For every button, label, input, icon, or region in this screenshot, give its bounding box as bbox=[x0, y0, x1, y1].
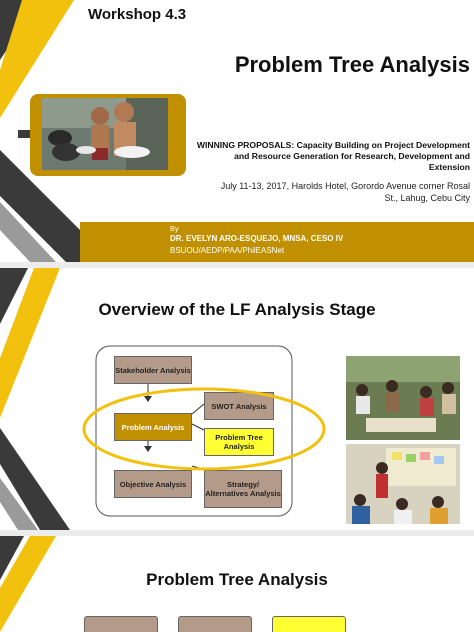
workshop-photo-bottom bbox=[346, 444, 460, 524]
problem-tree-analysis-label: Problem Tree Analysis bbox=[215, 433, 263, 451]
subtitle: WINNING PROPOSALS: Capacity Building on Project Development and Resource Generation for Research, Development and Extension bbox=[196, 140, 470, 172]
stakeholder-analysis-label: Stakeholder Analysis bbox=[115, 365, 191, 375]
strategy-analysis-label: Strategy/ Alternatives Analysis bbox=[205, 480, 281, 498]
children-photo bbox=[42, 98, 168, 170]
slide-problem-tree[interactable] bbox=[0, 536, 474, 632]
date-venue: July 11-13, 2017, Harolds Hotel, Gorordo Avenue corner Rosal St., Lahug, Cebu City bbox=[220, 181, 470, 203]
slide-overview[interactable] bbox=[0, 268, 474, 530]
swot-analysis-label: SWOT Analysis bbox=[211, 401, 267, 411]
tree-box-2 bbox=[178, 616, 252, 632]
by-label: By bbox=[170, 224, 179, 233]
tree-box-3 bbox=[272, 616, 346, 632]
highlight-ellipse bbox=[80, 384, 328, 474]
stakeholder-analysis-box bbox=[114, 356, 192, 384]
objective-analysis-box bbox=[114, 470, 192, 498]
strategy-analysis-box bbox=[204, 470, 282, 508]
tree-box-1 bbox=[84, 616, 158, 632]
author-affiliation: BSUOU/AEDP/PAA/PhilEASNet bbox=[170, 246, 285, 255]
slide-title[interactable] bbox=[0, 0, 474, 262]
workshop-photo-top bbox=[346, 356, 460, 440]
objective-analysis-label: Objective Analysis bbox=[119, 479, 187, 489]
problem-analysis-label: Problem Analysis bbox=[121, 422, 185, 432]
slide-title: Overview of the LF Analysis Stage bbox=[98, 300, 376, 319]
workshop-label: Workshop 4.3 bbox=[88, 6, 187, 23]
author-name: DR. EVELYN ARO-ESQUEJO, MNSA, CESO IV bbox=[170, 234, 344, 243]
slide-title: Problem Tree Analysis bbox=[234, 52, 470, 77]
slide-title: Problem Tree Analysis bbox=[146, 570, 328, 589]
